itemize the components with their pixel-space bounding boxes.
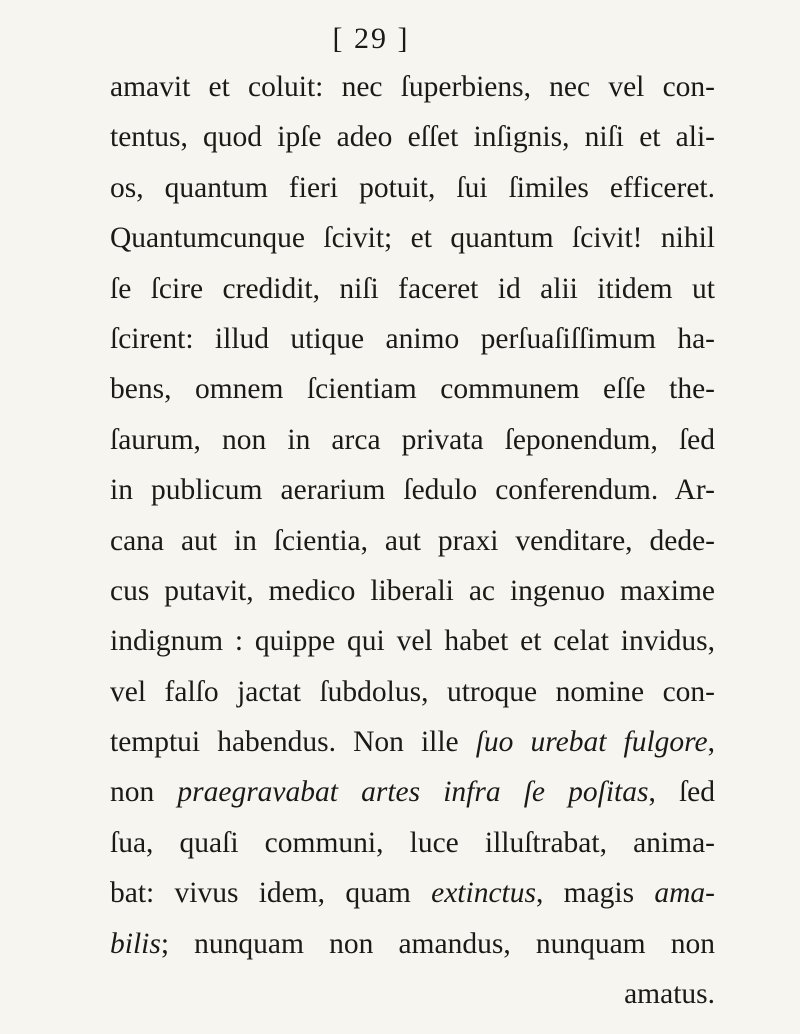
text-line [110,163,715,213]
text-segment: bat: vivus idem, quam [110,877,432,910]
text-segment: ſe ſcire credidit, niſi faceret id alii itidem ut [110,272,715,305]
text-line [110,112,715,162]
text-segment: tentus, quod ipſe adeo eſſet inſignis, niſi et ali- [110,121,715,154]
text-segment: cana aut in ſcientia, aut praxi venditare, dede- [110,524,715,557]
body-text [110,62,715,1019]
text-segment: os, quantum fieri potuit, ſui ſimiles efficeret. [110,171,715,204]
text-line [110,868,715,918]
text-line [110,616,715,666]
text-segment: indignum : quippe qui vel habet et celat invidus, [110,625,715,658]
italic-text: bilis [110,927,161,960]
text-segment: bens, omnem ſcientiam communem eſſe the- [110,373,715,406]
page-number-header: [ 29 ] [332,22,410,55]
text-segment: amatus. [624,978,715,1011]
text-line [110,566,715,616]
italic-text: ſuo urebat fulgore [475,726,708,759]
text-line [110,62,715,112]
text-segment: cus putavit, medico liberali ac ingenuo maxime [110,574,715,607]
text-segment: , ſed [648,776,715,809]
text-line [110,667,715,717]
text-segment: amavit et coluit: nec ſuperbiens, nec vel con- [110,71,715,103]
text-line [110,465,715,515]
text-line [110,969,715,1019]
italic-text: ama- [654,877,715,910]
text-line [110,818,715,868]
text-segment: ſcirent: illud utique animo perſuaſiſſimum ha- [110,322,715,355]
text-segment: ; nunquam non amandus, nunquam non [160,927,715,960]
text-line [110,314,715,364]
text-segment: ſaurum, non in arca privata ſeponendum, ſed [110,423,715,456]
text-segment: ſua, quaſi communi, luce illuſtrabat, anima- [110,826,715,859]
text-segment: , magis [535,877,655,910]
text-line [110,717,715,767]
text-line [110,415,715,465]
text-line [110,264,715,314]
text-segment: , [707,726,715,759]
text-segment: temptui habendus. Non ille [110,726,476,759]
italic-text: extinctus [431,877,536,910]
text-segment: Quantumcunque ſcivit; et quantum ſcivit! nihil [110,222,715,255]
text-line [110,919,715,969]
text-segment: non [110,776,178,809]
text-line [110,213,715,263]
text-segment: in publicum aerarium ſedulo conferendum. Ar- [110,474,715,507]
italic-text: praegravabat artes infra ſe poſitas [177,776,649,809]
text-line [110,767,715,817]
text-line [110,364,715,414]
text-line [110,516,715,566]
text-segment: vel falſo jactat ſubdolus, utroque nomine con- [110,675,715,708]
